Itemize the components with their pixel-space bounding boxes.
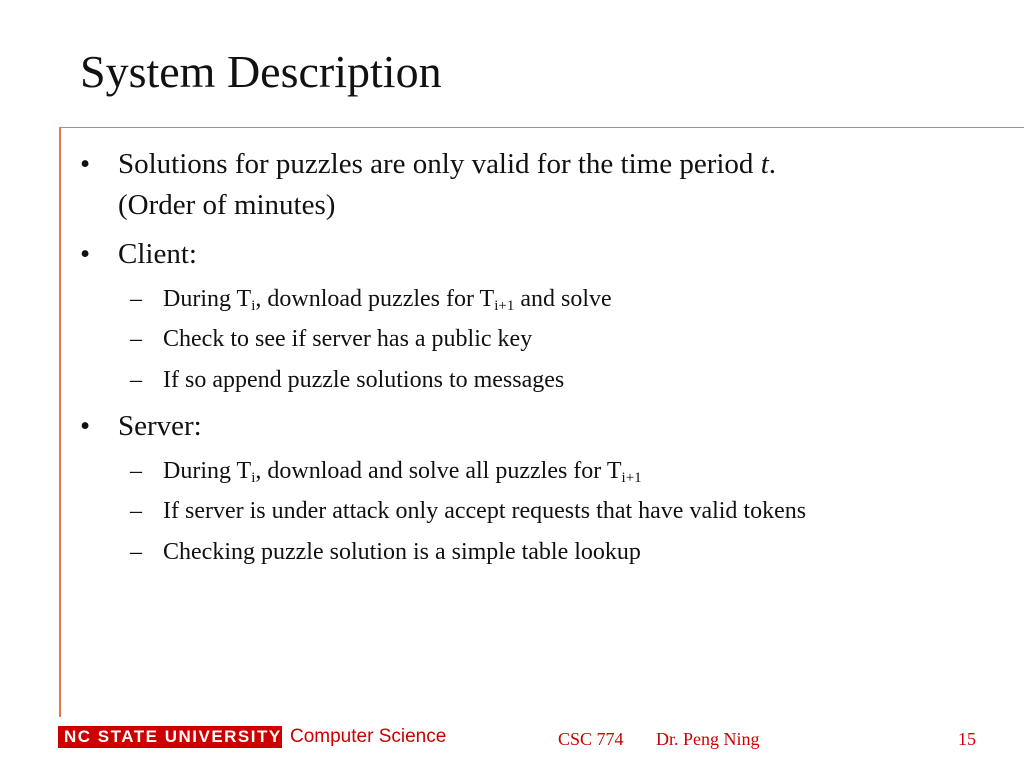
dash-mark: – [130, 498, 142, 524]
dash-mark: – [130, 286, 142, 312]
dash-mark: – [130, 539, 142, 565]
text-part: During T [163, 286, 252, 312]
sub-item-text: Check to see if server has a public key [163, 326, 533, 352]
page-number: 15 [958, 729, 976, 749]
bullet-mark: • [80, 148, 91, 180]
bullet-mark: • [80, 410, 91, 442]
sub-item-text [163, 456, 642, 486]
dash-mark: – [130, 458, 142, 484]
department-name: Computer Science [290, 726, 447, 747]
sub-item-text [163, 284, 612, 314]
sub-item-text: Checking puzzle solution is a simple table lookup [163, 539, 641, 565]
dash-mark: – [130, 367, 142, 393]
bullet-text [118, 145, 776, 183]
course-code: CSC 774 [558, 729, 624, 749]
subscript: i+1 [494, 298, 515, 314]
bullet-text: Server: [118, 410, 202, 442]
text-part: , download and solve all puzzles for T [255, 458, 622, 484]
bullet-text-part: Solutions for puzzles are only valid for the time period [118, 148, 761, 180]
university-logo: NC STATE UNIVERSITY [58, 726, 282, 748]
bullet-text-part: . [768, 148, 776, 180]
author-name: Dr. Peng Ning [656, 729, 760, 749]
bullet-text-line2: (Order of minutes) [118, 189, 336, 221]
text-part: , download puzzles for T [255, 286, 495, 312]
subscript: i+1 [621, 470, 642, 486]
subscript: i [251, 298, 256, 314]
bullet-text: Client: [118, 238, 197, 270]
text-part: and solve [514, 286, 612, 312]
sub-item-text: If server is under attack only accept requests that have valid tokens [163, 498, 807, 524]
text-part: During T [163, 458, 252, 484]
italic-variable: t [760, 148, 769, 180]
subscript: i [251, 470, 256, 486]
sub-item-text: If so append puzzle solutions to messages [163, 367, 565, 393]
slide-title: System Description [80, 46, 442, 97]
dash-mark: – [130, 326, 142, 352]
bullet-mark: • [80, 238, 91, 270]
